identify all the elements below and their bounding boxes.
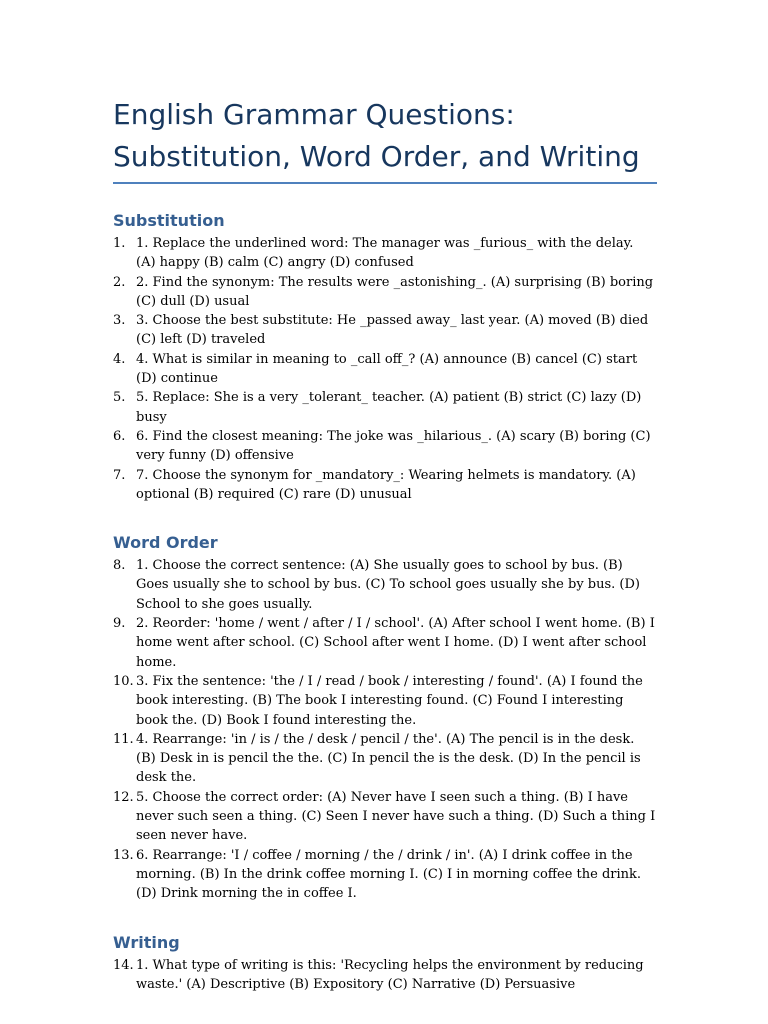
- question-item: [113, 234, 657, 273]
- question-list: [113, 956, 657, 995]
- question-item: [113, 466, 657, 505]
- section-substitution: [113, 210, 657, 504]
- question-text: 2. Reorder: 'home / went / after / I / school'. (A) After school I went home. (B) I home went after school. (C) School after went I home. (D) I went after school home.: [136, 616, 655, 670]
- question-number: 1.: [113, 236, 126, 251]
- question-text: 7. Choose the synonym for _mandatory_: Wearing helmets is mandatory. (A) optional (B) required (C) rare (D) unusual: [136, 467, 636, 502]
- question-item: [113, 311, 657, 350]
- document-title-line-2: Substitution, Word Order, and Writing: [113, 140, 640, 173]
- question-text: 1. What type of writing is this: 'Recycling helps the environment by reducing waste.' (A) Descriptive (B) Expository (C) Narrative (D) Persuasive: [136, 957, 644, 992]
- question-number: 10.: [113, 673, 134, 689]
- question-item: [113, 788, 657, 846]
- section-writing: [113, 932, 657, 995]
- question-item: [113, 350, 657, 389]
- question-text: 4. Rearrange: 'in / is / the / desk / pencil / the'. (A) The pencil is in the desk. (B) Desk in is pencil the the. (C) In pencil the is the desk. (D) In the pencil is desk the.: [136, 731, 641, 786]
- question-text: 1. Replace the underlined word: The manager was _furious_ with the delay. (A) happy (B) calm (C) angry (D) confused: [136, 236, 634, 271]
- question-text: 5. Choose the correct order: (A) Never have I seen such a thing. (B) I have never such seen a thing. (C) Seen I never have such a thing. (D) Such a thing I seen never have.: [136, 789, 656, 844]
- question-list: [113, 556, 657, 903]
- section-heading: Substitution: [113, 211, 225, 230]
- question-number: 2.: [113, 274, 126, 290]
- question-text: 3. Choose the best substitute: He _passed away_ last year. (A) moved (B) died (C) left (D) traveled: [136, 313, 649, 348]
- question-item: [113, 427, 657, 466]
- question-item: [113, 846, 657, 904]
- question-number: 13.: [113, 847, 134, 863]
- question-number: 3.: [113, 313, 126, 329]
- question-number: 4.: [113, 351, 126, 367]
- question-item: [113, 730, 657, 788]
- question-text: 5. Replace: She is a very _tolerant_ teacher. (A) patient (B) strict (C) lazy (D) busy: [136, 390, 642, 425]
- question-item: [113, 614, 657, 672]
- question-number: 7.: [113, 467, 126, 483]
- question-number: 12.: [113, 789, 134, 805]
- section-word-order: [113, 532, 657, 903]
- section-heading: Word Order: [113, 533, 218, 553]
- question-text: 6. Find the closest meaning: The joke was _hilarious_. (A) scary (B) boring (C) very funny (D) offensive: [136, 428, 651, 464]
- question-number: 9.: [113, 616, 126, 632]
- question-item: [113, 388, 657, 427]
- question-number: 6.: [113, 428, 126, 444]
- document-body: [113, 94, 657, 994]
- question-item: [113, 556, 657, 614]
- question-number: 14.: [113, 957, 134, 973]
- question-text: 2. Find the synonym: The results were _astonishing_. (A) surprising (B) boring (C) dull (D) usual: [136, 274, 654, 309]
- question-text: 6. Rearrange: 'I / coffee / morning / the / drink / in'. (A) I drink coffee in the morning. (B) In the drink coffee morning I. (C) I in morning coffee the drink. (D) Drink morning the in coffee I.: [136, 847, 642, 902]
- question-item: [113, 273, 657, 312]
- question-text: 1. Choose the correct sentence: (A) She usually goes to school by bus. (B) Goes usually she to school by bus. (C) To school goes usually she by bus. (D) School to she goes usually.: [136, 558, 640, 612]
- question-number: 5.: [113, 390, 126, 406]
- question-number: 8.: [113, 558, 126, 574]
- question-number: 11.: [113, 731, 134, 747]
- question-item: [113, 672, 657, 730]
- question-text: 3. Fix the sentence: 'the / I / read / book / interesting / found'. (A) I found the book interesting. (B) The book I interesting found. (C) Found I interesting book the. (D) Book I found interesting the.: [136, 673, 643, 728]
- question-text: 4. What is similar in meaning to _call off_? (A) announce (B) cancel (C) start (D) continue: [136, 351, 638, 387]
- section-heading: Writing: [113, 932, 180, 952]
- question-item: [113, 956, 657, 995]
- document-title: [113, 94, 657, 184]
- question-list: [113, 234, 657, 504]
- document-title-line-1: English Grammar Questions:: [113, 98, 515, 131]
